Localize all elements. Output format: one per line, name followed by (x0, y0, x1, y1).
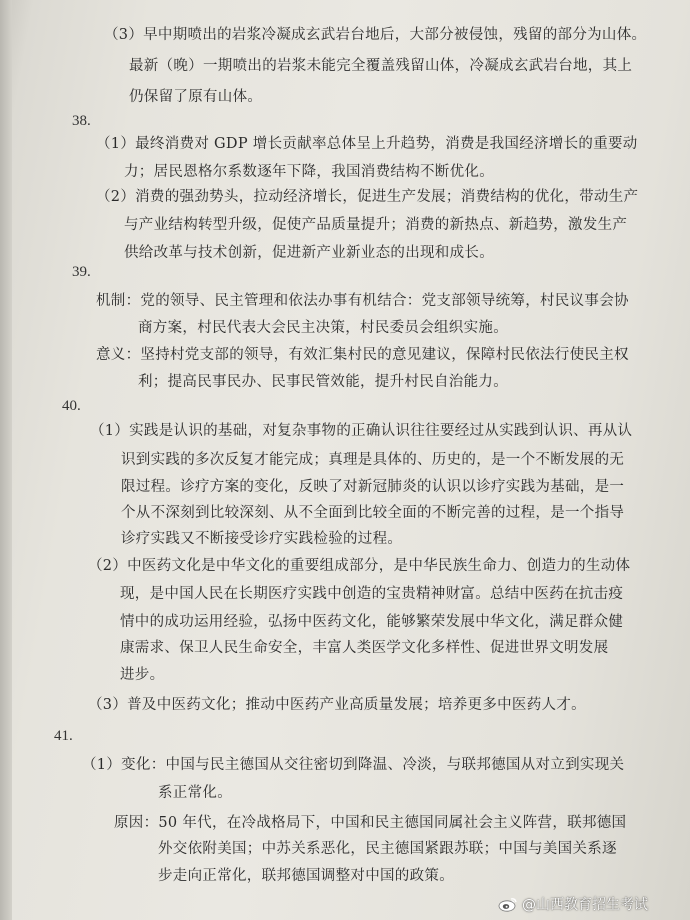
question-number-40: 40. (62, 398, 81, 414)
weibo-watermark (498, 893, 648, 915)
question-number-38: 38. (72, 113, 91, 129)
question-number-39: 39. (72, 264, 91, 280)
q39-mechanism-line1: 机制：党的领导、民主管理和依法办事有机结合：党支部领导统筹，村民议事会协 (96, 293, 629, 309)
q41-change-line2: 系正常化。 (158, 785, 232, 801)
q41-reason-line1: 原因：50 年代，在冷战格局下，中国和民主德国同属社会主义阵营，联邦德国 (114, 815, 627, 831)
watermark-text: @山西教育招生考试 (522, 897, 648, 913)
q38-p2-line2: 与产业结构转型升级，促使产品质量提升；消费的新热点、新趋势，激发生产 (124, 217, 628, 233)
page-edge-shadow (0, 0, 12, 920)
q40-p2-line3: 情中的成功运用经验，弘扬中医药文化，能够繁荣发展中华文化，满足群众健 (120, 614, 624, 630)
q37-part3-line2: 最新（晚）一期喷出的岩浆未能完全覆盖残留山体，冷凝成玄武岩台地，其上 (129, 58, 633, 74)
q40-p1-line5: 诊疗实践又不断接受诊疗实践检验的过程。 (121, 531, 403, 547)
q41-reason-line3: 步走向正常化，联邦德国调整对中国的政策。 (158, 868, 454, 884)
q38-p1-line2: 力；居民恩格尔系数逐年下降，我国消费结构不断优化。 (124, 164, 494, 180)
q40-p2-line5: 进步。 (120, 667, 165, 683)
q40-p2-line2: 现，是中国人民在长期医疗实践中创造的宝贵精神财富。总结中医药在抗击疫 (120, 586, 624, 602)
q37-part3-line1: （3）早中期喷出的岩浆冷凝成玄武岩台地后，大部分被侵蚀，残留的部分为山体。 (104, 27, 647, 43)
q39-significance-line1: 意义：坚持村党支部的领导，有效汇集村民的意见建议，保障村民依法行使民主权 (96, 347, 629, 363)
q38-p1-line1: （1）最终消费对 GDP 增长贡献率总体呈上升趋势，消费是我国经济增长的重要动 (96, 136, 638, 152)
q37-part3-line3: 仍保留了原有山体。 (129, 89, 263, 105)
q40-p2-line4: 康需求、保卫人民生命安全，丰富人类医学文化多样性、促进世界文明发展 (120, 640, 609, 656)
q39-significance-line2: 利；提高民事民办、民事民管效能，提升村民自治能力。 (138, 374, 508, 390)
q40-p1-line3: 限过程。诊疗方案的变化，反映了对新冠肺炎的认识以诊疗实践为基础，是一 (121, 479, 625, 495)
q40-p1-line1: （1）实践是认识的基础，对复杂事物的正确认识往往要经过从实践到认识、再从认 (90, 423, 633, 439)
question-number-41: 41. (54, 728, 73, 744)
q38-p2-line1: （2）消费的强劲势头，拉动经济增长，促进生产发展；消费结构的优化，带动生产 (96, 189, 639, 205)
q40-p1-line4: 个从不深刻到比较深刻、从不全面到比较全面的不断完善的过程，是一个指导 (121, 505, 625, 521)
q41-change-line1: （1）变化：中国与民主德国从交往密切到降温、冷淡，与联邦德国从对立到实现关 (82, 757, 625, 773)
q40-p3-line1: （3）普及中医药文化；推动中医药产业高质量发展；培养更多中医药人才。 (88, 697, 586, 713)
weibo-icon (498, 896, 518, 912)
q40-p1-line2: 识到实践的多次反复才能完成；真理是具体的、历史的，是一个不断发展的无 (121, 452, 625, 468)
q39-mechanism-line2: 商方案，村民代表大会民主决策，村民委员会组织实施。 (138, 320, 508, 336)
q38-p2-line3: 供给改革与技术创新，促进新产业新业态的出现和成长。 (124, 245, 494, 261)
q41-reason-line2: 外交依附美国；中苏关系恶化，民主德国紧跟苏联；中国与美国关系逐 (158, 841, 617, 857)
q40-p2-line1: （2）中医药文化是中华文化的重要组成部分，是中华民族生命力、创造力的生动体 (88, 558, 631, 574)
